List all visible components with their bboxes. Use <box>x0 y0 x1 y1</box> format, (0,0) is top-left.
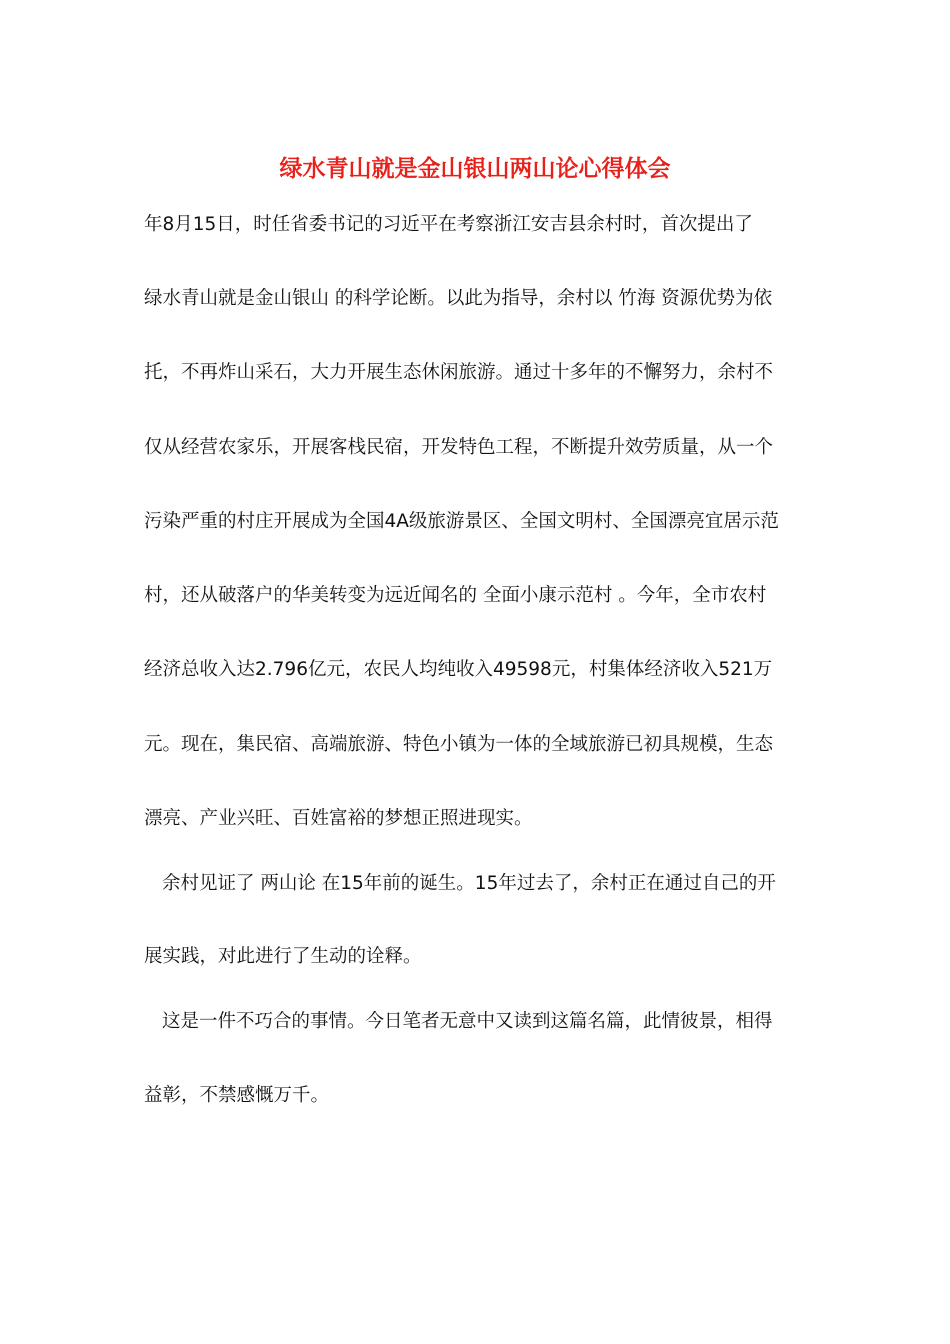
paragraph-1-line-8: 元。现在，集民宿、高端旅游、特色小镇为一体的全域旅游已初具规模，生态 <box>144 734 774 755</box>
paragraph-1-line-3: 托，不再炸山采石，大力开展生态休闲旅游。通过十多年的不懈努力，余村不 <box>144 362 774 383</box>
paragraph-3-line-2: 益彰，不禁感慨万千。 <box>144 1085 330 1106</box>
paragraph-1-line-4: 仅从经营农家乐，开展客栈民宿，开发特色工程，不断提升效劳质量，从一个 <box>144 437 774 458</box>
paragraph-1-line-7: 经济总收入达2.796亿元，农民人均纯收入49598元，村集体经济收入521万 <box>144 659 773 680</box>
paragraph-1-line-9: 漂亮、产业兴旺、百姓富裕的梦想正照进现实。 <box>144 808 533 829</box>
paragraph-1-line-6: 村，还从破落户的华美转变为远近闻名的 全面小康示范村 。今年，全市农村 <box>144 585 767 606</box>
paragraph-3-line-1: 这是一件不巧合的事情。今日笔者无意中又读到这篇名篇，此情彼景，相得 <box>162 1011 773 1032</box>
document-title: 绿水青山就是金山银山两山论心得体会 <box>279 156 671 182</box>
paragraph-2-line-2: 展实践，对此进行了生动的诠释。 <box>144 946 422 967</box>
paragraph-1-line-1: 年8月15日，时任省委书记的习近平在考察浙江安吉县余村时，首次提出了 <box>144 214 753 235</box>
paragraph-1-line-5: 污染严重的村庄开展成为全国4A级旅游景区、全国文明村、全国漂亮宜居示范 <box>144 511 779 532</box>
paragraph-2-line-1: 余村见证了 两山论 在15年前的诞生。15年过去了，余村正在通过自己的开 <box>162 873 776 894</box>
paragraph-1-line-2: 绿水青山就是金山银山 的科学论断。以此为指导，余村以 竹海 资源优势为依 <box>144 288 773 309</box>
